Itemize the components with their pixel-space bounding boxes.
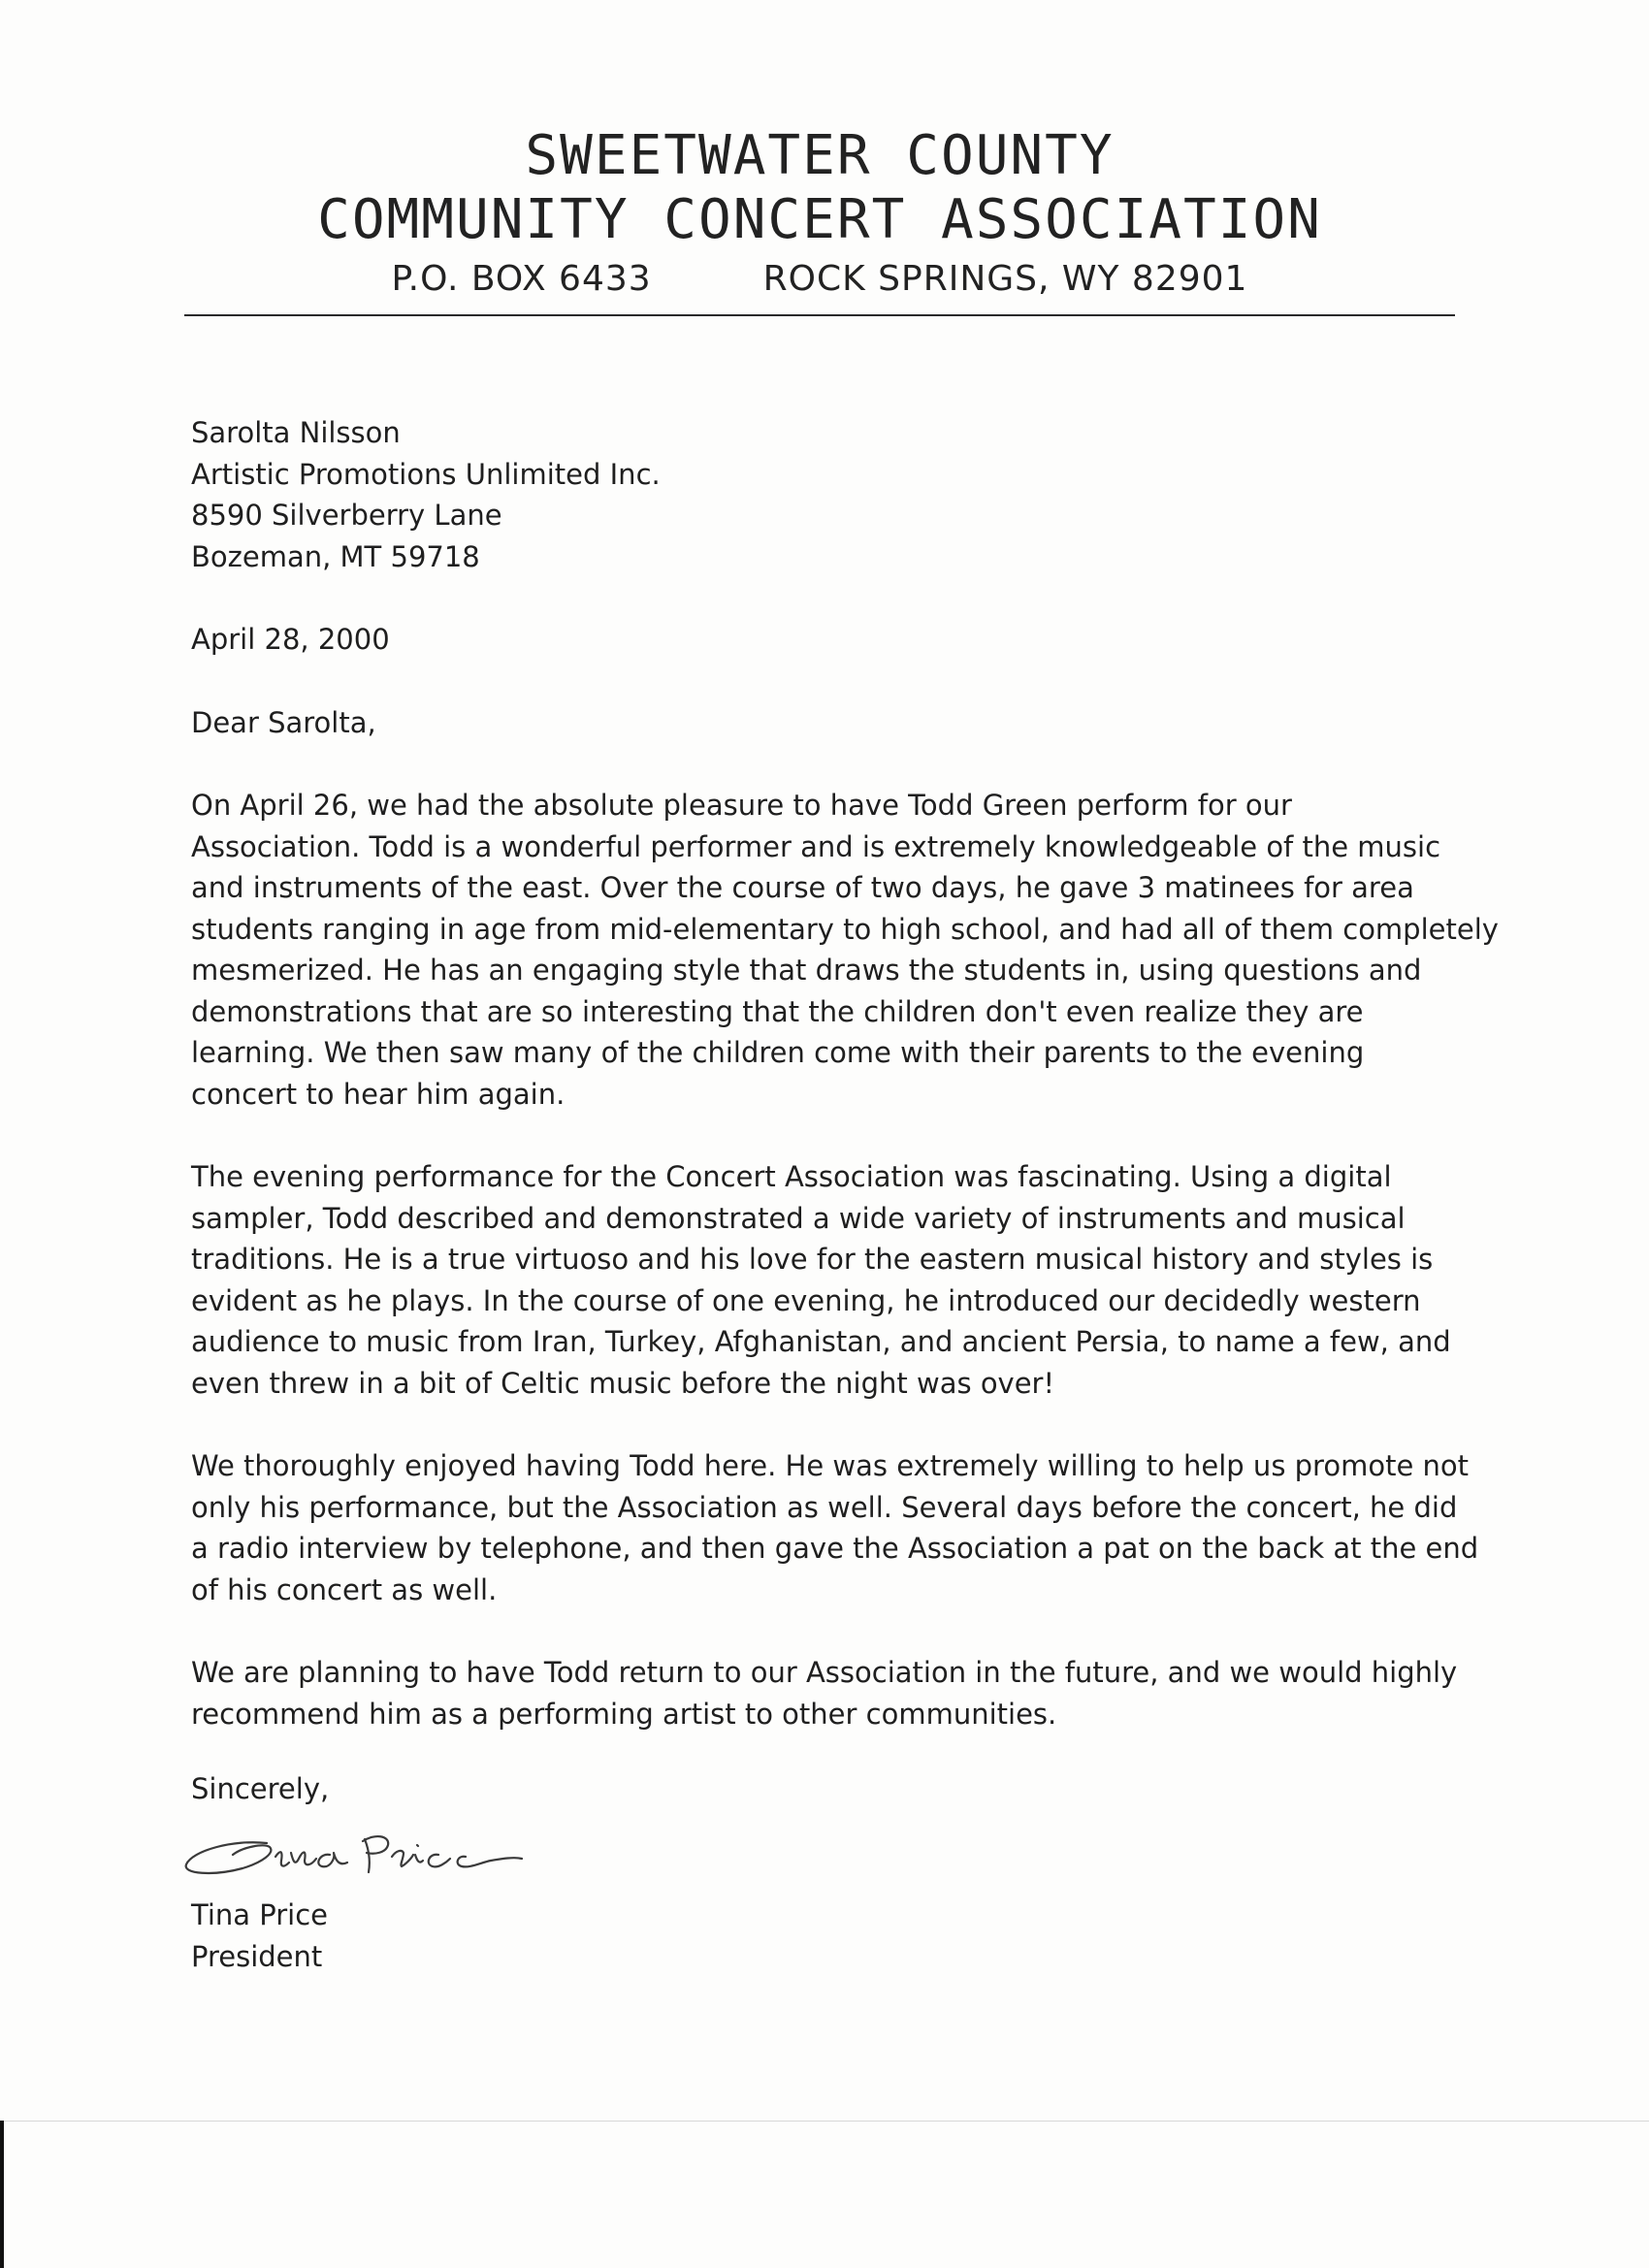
paragraph-3: [191, 1445, 1481, 1610]
signer-name: Tina Price: [191, 1898, 328, 1931]
recipient-company: Artistic Promotions Unlimited Inc.: [191, 457, 661, 491]
paragraph-line: only his performance, but the Association as well. Several days before the concert, he did: [191, 1490, 1458, 1524]
paragraph-line: We are planning to have Todd return to our Association in the future, and we would highly: [191, 1656, 1458, 1689]
paragraph-line: We thoroughly enjoyed having Todd here. He was extremely willing to help us promote not: [191, 1449, 1469, 1482]
letterhead-po-box: P.O. BOX 6433: [391, 259, 652, 299]
spacer: [191, 1610, 1481, 1652]
paragraph-line: evident as he plays. In the course of one evening, he introduced our decidedly western: [191, 1283, 1421, 1317]
paragraph-line: sampler, Todd described and demonstrated a wide variety of instruments and musical: [191, 1201, 1406, 1235]
paragraph-line: Association. Todd is a wonderful performer and is extremely knowledgeable of the music: [191, 829, 1441, 863]
paragraph-line: The evening performance for the Concert Association was fascinating. Using a digital: [191, 1160, 1392, 1193]
paragraph-line: concert to hear him again.: [191, 1077, 566, 1111]
recipient-address: [191, 412, 1481, 577]
paragraph-4: [191, 1652, 1481, 1734]
signer-title: President: [191, 1940, 323, 1973]
paragraph-2: [191, 1156, 1481, 1404]
paragraph-line: recommend him as a performing artist to other communities.: [191, 1697, 1057, 1731]
paragraph-1: [191, 785, 1499, 1115]
salutation: Dear Sarolta,: [191, 705, 376, 739]
paragraph-line: a radio interview by telephone, and then gave the Association a pat on the back at the end: [191, 1532, 1479, 1565]
recipient-street: 8590 Silverberry Lane: [191, 499, 502, 532]
paragraph-line: On April 26, we had the absolute pleasure to have Todd Green perform for our: [191, 789, 1292, 822]
letterhead-address: [184, 258, 1455, 301]
scan-edge-shadow: [0, 2121, 4, 2268]
handwritten-signature: [175, 1804, 543, 1892]
spacer: [191, 1115, 1481, 1156]
paragraph-line: and instruments of the east. Over the course of two days, he gave 3 matinees for area: [191, 871, 1414, 904]
letterhead-association: COMMUNITY CONCERT ASSOCIATION: [317, 188, 1322, 251]
paragraph-line: mesmerized. He has an engaging style that draws the students in, using questions and: [191, 954, 1422, 987]
letter-body: [191, 412, 1499, 1734]
letterhead: [184, 124, 1455, 301]
letter-date: April 28, 2000: [191, 623, 390, 656]
recipient-city: Bozeman, MT 59718: [191, 539, 480, 573]
paragraph-line: audience to music from Iran, Turkey, Afghanistan, and ancient Persia, to name a few, and: [191, 1325, 1451, 1358]
paragraph-line: learning. We then saw many of the children come with their parents to the evening: [191, 1036, 1365, 1069]
letterhead-city: ROCK SPRINGS, WY 82901: [762, 259, 1248, 299]
letterhead-county: SWEETWATER COUNTY: [525, 124, 1115, 187]
spacer: [191, 577, 1481, 619]
paragraph-line: even threw in a bit of Celtic music before the night was over!: [191, 1366, 1055, 1400]
spacer: [191, 743, 1481, 785]
scan-edge-line: [0, 2121, 1649, 2122]
letterhead-rule: [184, 314, 1455, 316]
recipient-name: Sarolta Nilsson: [191, 416, 401, 449]
paragraph-line: students ranging in age from mid-elementary to high school, and had all of them completely: [191, 912, 1499, 946]
paragraph-line: demonstrations that are so interesting that the children don't even realize they are: [191, 994, 1364, 1028]
closing: Sincerely,: [191, 1772, 330, 1805]
spacer: [191, 661, 1481, 702]
paragraph-line: traditions. He is a true virtuoso and his love for the eastern musical history and styles is: [191, 1243, 1434, 1276]
paragraph-line: of his concert as well.: [191, 1572, 498, 1606]
signer-block: [191, 1895, 328, 1978]
spacer: [191, 1404, 1481, 1445]
